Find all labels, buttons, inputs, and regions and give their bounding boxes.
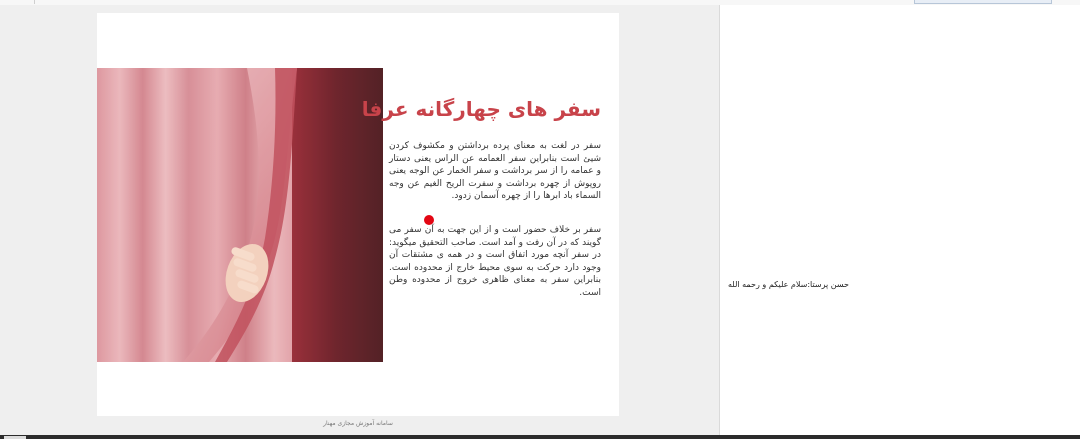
slide-footer-caption: سامانه آموزش مجازی مهنار — [323, 420, 393, 427]
bottom-taskbar — [0, 435, 1080, 439]
chat-panel — [719, 5, 1080, 435]
laser-pointer-icon — [424, 215, 434, 225]
slide-paragraph-2: سفر بر خلاف حضور است و از این جهت به آن سفر می گویند که در آن رفت و آمد است. صاحب التحقیق میگوید: در سفر آنچه مورد اتفاق است و در همه ی مشتقات آن وجود دارد حرکت به سوی محیط خارج از محدوده است. بنابراین سفر به معنای ظاهری خروج از محدوده وطن است. — [389, 225, 601, 298]
toolbar-left-segment[interactable] — [0, 0, 35, 4]
presentation-slide — [97, 13, 619, 416]
chat-message: حسن پرستا:سلام علیکم و رحمه الله — [728, 280, 849, 289]
slide-title: سفر های چهارگانه عرفا — [361, 97, 601, 121]
slide-paragraph-1: سفر در لغت به معنای پرده برداشتن و مکشوف کردن شیئ است بنابراین سفر العمامه عن الراس یعنی دستار و عمامه را از سر برداشت و سفر الخمار عن الوجه یعنی روپوش از چهره برداشت و سفرت الریح الغیم عن وجه السماء باد ابرها را از چهره آسمان زدود. — [389, 141, 601, 202]
presentation-area — [0, 5, 720, 435]
toolbar-right-control[interactable] — [914, 0, 1052, 4]
